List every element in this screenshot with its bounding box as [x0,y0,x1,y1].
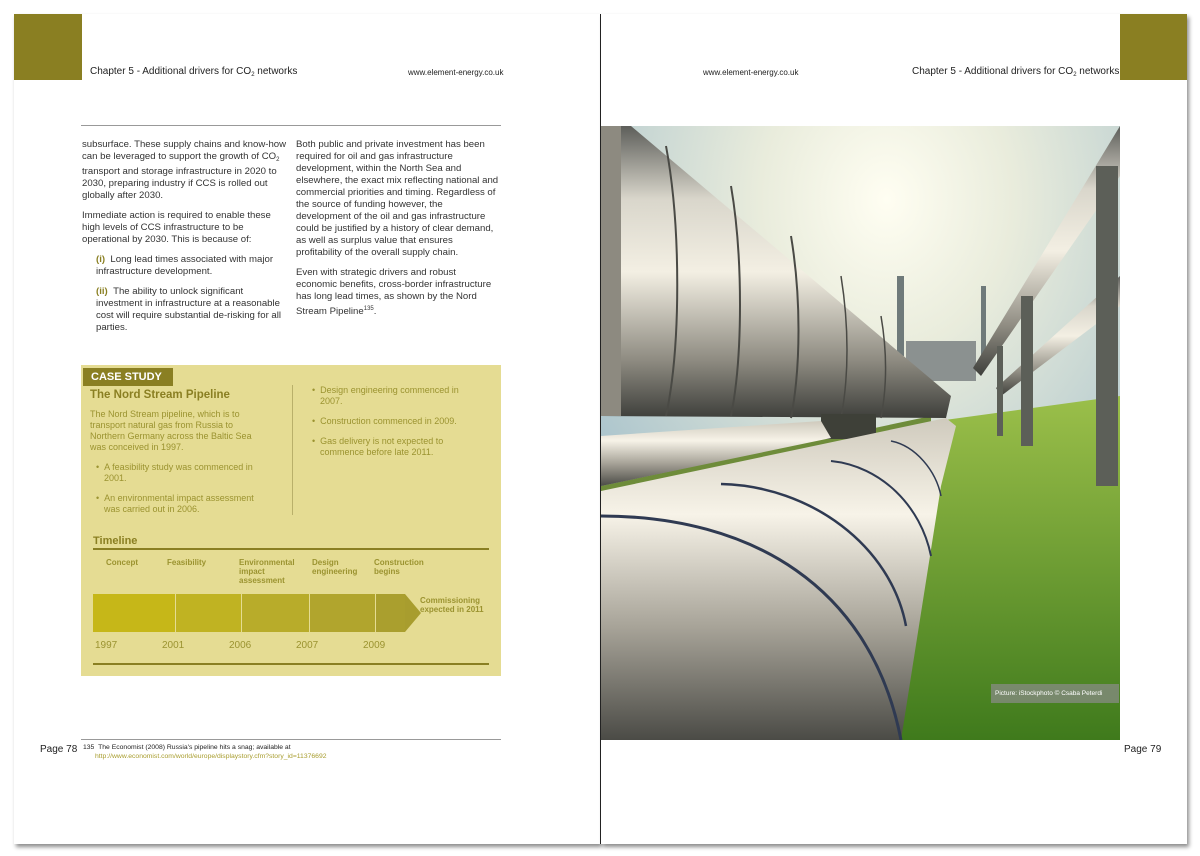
footnote-text: 135 The Economist (2008) Russia's pipeline hits a snag; available at [83,744,291,751]
case-study-box [81,365,501,676]
case-study-bullet: • Construction commenced in 2009. [312,416,457,426]
timeline-separator [175,594,176,632]
timeline-segment [375,594,405,632]
timeline-arrow-head [405,594,421,632]
left-header-chapter: Chapter 5 - Additional drivers for $CO_2$ networks [90,66,298,78]
case-study-right-text [306,385,476,467]
timeline-year: 2006 [229,640,252,651]
right-header-tab [1120,14,1187,80]
left-page-number: Page 78 [40,744,78,755]
timeline-year: 2009 [363,640,386,651]
timeline-title: Timeline [93,535,138,547]
right-header-url: www.element-energy.co.uk [703,68,799,77]
footnote [83,743,327,761]
paragraph-immediate-action: Immediate action is required to enable these high levels of CCS infrastructure to be operational by 2030. This is because of: [82,210,271,245]
pipeline-photo [601,126,1120,740]
timeline-segment [175,594,241,632]
timeline-bottom-rule [93,663,489,665]
case-study-intro: The Nord Stream pipeline, which is to transport natural gas from Russia to Northern Germany across the Baltic Sea was conceived in 1997. [90,409,252,452]
body-column-2 [296,139,499,326]
case-study-left-text [90,409,265,524]
case-study-bullet: • Design engineering commenced in 2007. [312,385,459,406]
timeline-stage-eia: Environmental impact assessment [239,558,295,585]
paragraph-investment: Both public and private investment has been required for oil and gas infrastructure development, within the North Sea and elsewhere, the exact mix reflecting national and commercial priorities and timing. Regardless of the source of funding however, the development of the oil and gas infrastructure could be justified by a history of clear demand, as well as surplus value that ensures profitability of the overall supply chain. [296,139,499,258]
timeline-separator [309,594,310,632]
case-study-title: The Nord Stream Pipeline [90,389,230,401]
case-study-divider [292,385,293,515]
right-header-chapter: Chapter 5 - Additional drivers for $CO_2$ networks [912,66,1120,78]
timeline-stage-construction: Construction begins [374,558,424,576]
timeline-stage-feasibility: Feasibility [167,558,207,567]
paragraph-lead-times: Even with strategic drivers and robust economic benefits, cross-border infrastructure has long lead times, as shown by the Nord Stream Pipeline$^{135}$. [296,267,492,318]
list-item-1: (i) Long lead times associated with major infrastructure development. [96,254,274,277]
timeline-year: 2007 [296,640,319,651]
right-page-number: Page 79 [1124,744,1162,755]
paragraph-supply-chains: subsurface. These supply chains and know-how can be leveraged to support the growth of $CO_2$ transport and storage infrastructure in 2020 to 2030, preparing industry if CCS is rolled out globally after 2030. [82,139,287,201]
timeline-year: 1997 [95,640,118,651]
timeline-commissioning: Commissioning expected in 2011 [420,596,484,614]
left-header-tab [14,14,82,80]
timeline-stage-design: Design engineering [312,558,358,576]
list-item-2: (ii) The ability to unlock significant investment in infrastructure at a reasonable cost will require substantial de-risking for all parties. [96,286,282,333]
footnote-link[interactable]: http://www.economist.com/world/europe/displaystory.cfm?story_id=11376692 [95,753,327,760]
timeline-separator [375,594,376,632]
timeline-segment [309,594,375,632]
body-column-1 [82,139,287,342]
left-header-url: www.element-energy.co.uk [408,68,504,77]
timeline-separator [241,594,242,632]
left-header-rule [81,125,501,126]
photo-caption: Picture: iStockphoto © Csaba Peterdi [991,684,1119,703]
timeline-stage-concept: Concept [106,558,138,567]
left-footer-rule [81,739,501,740]
case-study-label: CASE STUDY [83,368,173,386]
timeline-segment [241,594,309,632]
timeline-segment [93,594,175,632]
case-study-bullet: • An environmental impact assessment was carried out in 2006. [96,493,254,514]
case-study-bullet: • A feasibility study was commenced in 2001. [96,462,253,483]
case-study-bullet: • Gas delivery is not expected to commence before late 2011. [312,436,444,457]
pipeline-photo-illustration [601,126,1120,740]
timeline-top-rule [93,548,489,550]
timeline-year: 2001 [162,640,185,651]
